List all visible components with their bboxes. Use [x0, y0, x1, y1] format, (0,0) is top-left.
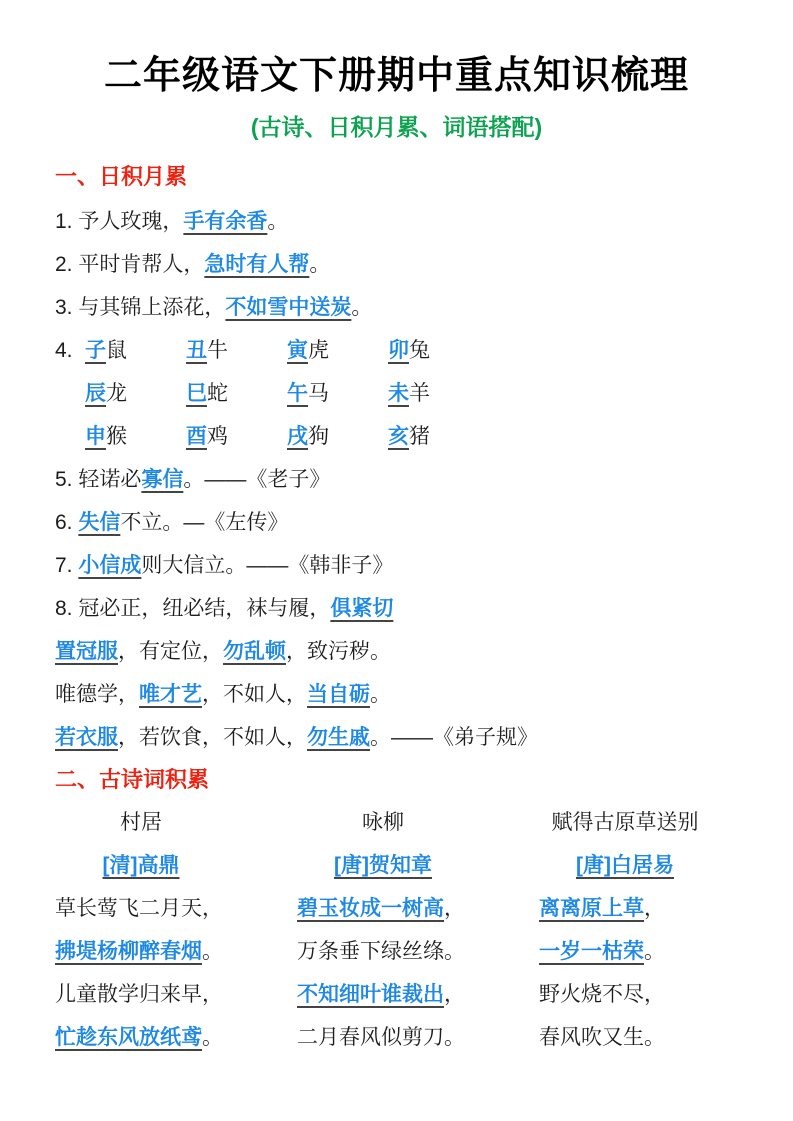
poem-author — [55, 844, 227, 887]
highlight-text: 卯 — [388, 339, 409, 362]
poem-line — [55, 887, 227, 930]
text-segment: 唯德学， — [55, 683, 139, 706]
poem-line — [539, 930, 711, 973]
highlight-text: 若衣服 — [55, 726, 118, 749]
text-segment: 兔 — [409, 339, 430, 362]
list-item-8-line-1 — [55, 587, 738, 630]
highlight-text: 当自砺 — [307, 683, 370, 706]
poem-column-3 — [539, 801, 711, 1059]
text-segment: 。 — [309, 253, 331, 276]
poem-line — [539, 887, 711, 930]
highlight-text: 手有余香 — [183, 210, 268, 233]
text-segment: 二月春风似剪刀。 — [297, 1026, 465, 1049]
poem-author — [297, 844, 469, 887]
list-item-6 — [55, 501, 738, 544]
text-segment: 7. — [55, 554, 79, 577]
list-item-8-line-2 — [55, 630, 738, 673]
poem-column-2 — [297, 801, 469, 1059]
text-segment: 不立。—《左传》 — [120, 511, 289, 534]
poem-line — [539, 973, 711, 1016]
text-segment: 。——《老子》 — [183, 468, 331, 491]
text-segment: 。 — [644, 940, 665, 963]
text-segment: 马 — [308, 382, 329, 405]
text-segment: ，若饮食，不如人， — [118, 726, 307, 749]
text-segment: 牛 — [207, 339, 228, 362]
text-segment: ， — [444, 897, 465, 920]
highlight-text: 唯才艺 — [139, 683, 202, 706]
section1-heading: 一、日积月累 — [55, 164, 188, 189]
zodiac-cell — [287, 372, 388, 415]
highlight-text: 戌 — [287, 425, 308, 448]
text-segment: ，不如人， — [202, 683, 307, 706]
poem-line — [297, 930, 469, 973]
text-segment: 春风吹又生。 — [539, 1026, 665, 1049]
poem-author — [539, 844, 711, 887]
page-title: 二年级语文下册期中重点知识梳理 — [103, 55, 689, 97]
list-item-3 — [55, 286, 738, 329]
zodiac-cell — [287, 329, 388, 372]
zodiac-cell — [388, 372, 489, 415]
highlight-text: 申 — [85, 425, 106, 448]
zodiac-cell — [388, 415, 489, 458]
text-segment: 1. 予人玫瑰， — [55, 210, 184, 233]
zodiac-cell — [85, 415, 186, 458]
highlight-text: 午 — [287, 382, 308, 405]
text-segment: 野火烧不尽， — [539, 983, 665, 1006]
list-item-2 — [55, 243, 738, 286]
page-subtitle: (古诗、日积月累、词语搭配) — [250, 114, 543, 140]
text-segment: 蛇 — [207, 382, 228, 405]
highlight-text: 离离原上草 — [539, 897, 644, 920]
zodiac-cell — [388, 329, 489, 372]
text-segment: ，有定位， — [118, 640, 223, 663]
text-segment: 。 — [267, 210, 289, 233]
zodiac-cell — [85, 329, 186, 372]
zodiac-cell — [186, 372, 287, 415]
text-segment: 鸡 — [207, 425, 228, 448]
text-segment: 虎 — [308, 339, 329, 362]
highlight-text: [清]高鼎 — [102, 854, 180, 877]
highlight-text: 俱紧切 — [330, 597, 394, 620]
list-number: 4. — [55, 339, 73, 362]
highlight-text: 拂堤杨柳醉春烟 — [55, 940, 202, 963]
highlight-text: 碧玉妆成一树高 — [297, 897, 444, 920]
text-segment: 龙 — [106, 382, 127, 405]
text-segment: 羊 — [409, 382, 430, 405]
highlight-text: [唐]贺知章 — [334, 854, 432, 877]
text-segment: 2. 平时肯帮人， — [55, 253, 205, 276]
highlight-text: 寅 — [287, 339, 308, 362]
highlight-text: 寡信 — [141, 468, 184, 491]
highlight-text: 丑 — [186, 339, 207, 362]
highlight-text: 酉 — [186, 425, 207, 448]
highlight-text: 巳 — [186, 382, 207, 405]
text-segment: ，致污秽。 — [286, 640, 391, 663]
text-segment: 鼠 — [106, 339, 127, 362]
poem-line — [55, 973, 227, 1016]
highlight-text: [唐]白居易 — [576, 854, 674, 877]
zodiac-cell — [85, 372, 186, 415]
text-segment: 5. 轻诺必 — [55, 468, 142, 491]
poem-title: 村居 — [120, 811, 162, 834]
poem-column-1 — [55, 801, 227, 1059]
section1-body — [55, 200, 738, 759]
poem-line — [297, 973, 469, 1016]
highlight-text: 小信成 — [78, 554, 142, 577]
poem-title: 咏柳 — [362, 811, 404, 834]
list-item-8-line-3 — [55, 673, 738, 716]
highlight-text: 不知细叶谁裁出 — [297, 983, 444, 1006]
text-segment: 。——《弟子规》 — [370, 726, 538, 749]
text-segment: 则大信立。——《韩非子》 — [141, 554, 394, 577]
poem-line — [297, 887, 469, 930]
highlight-text: 勿生戚 — [307, 726, 370, 749]
zodiac-cell — [186, 415, 287, 458]
zodiac-cell — [186, 329, 287, 372]
text-segment: 草长莺飞二月天， — [55, 897, 223, 920]
text-segment: 万条垂下绿丝绦。 — [297, 940, 465, 963]
section2-heading: 二、古诗词积累 — [55, 767, 210, 792]
highlight-text: 一岁一枯荣 — [539, 940, 644, 963]
highlight-text: 子 — [85, 339, 106, 362]
highlight-text: 失信 — [78, 511, 121, 534]
text-segment: 猪 — [409, 425, 430, 448]
zodiac-grid — [85, 329, 489, 458]
highlight-text: 急时有人帮 — [204, 253, 310, 276]
poem-title: 赋得古原草送别 — [551, 811, 699, 834]
text-segment: 8. 冠必正，纽必结，袜与履， — [55, 597, 331, 620]
highlight-text: 亥 — [388, 425, 409, 448]
text-segment: 6. — [55, 511, 79, 534]
text-segment: 。 — [351, 296, 373, 319]
list-item-5 — [55, 458, 738, 501]
text-segment: 3. 与其锦上添花， — [55, 296, 226, 319]
poem-line — [539, 1016, 711, 1059]
list-item-1 — [55, 200, 738, 243]
highlight-text: 不如雪中送炭 — [225, 296, 352, 319]
text-segment: 儿童散学归来早， — [55, 983, 223, 1006]
text-segment: 。 — [202, 940, 223, 963]
text-segment: 。 — [202, 1026, 223, 1049]
poem-line — [297, 1016, 469, 1059]
poems-row — [55, 801, 738, 1059]
list-item-8-line-4 — [55, 716, 738, 759]
text-segment: 。 — [370, 683, 391, 706]
list-item-7 — [55, 544, 738, 587]
poem-line — [55, 930, 227, 973]
highlight-text: 勿乱顿 — [223, 640, 286, 663]
highlight-text: 未 — [388, 382, 409, 405]
zodiac-cell — [287, 415, 388, 458]
poem-line — [55, 1016, 227, 1059]
text-segment: ， — [444, 983, 465, 1006]
text-segment: 狗 — [308, 425, 329, 448]
highlight-text: 辰 — [85, 382, 106, 405]
highlight-text: 置冠服 — [55, 640, 118, 663]
zodiac-table — [55, 329, 738, 458]
text-segment: ， — [644, 897, 665, 920]
text-segment: 猴 — [106, 425, 127, 448]
highlight-text: 忙趁东风放纸鸢 — [55, 1026, 202, 1049]
